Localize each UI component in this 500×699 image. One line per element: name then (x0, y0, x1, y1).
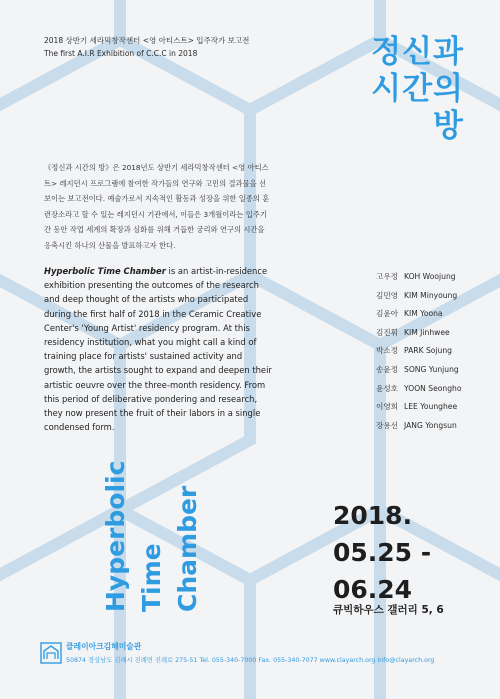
artist-name-ko: 고우정 (375, 272, 398, 281)
footer (40, 640, 470, 668)
date-line: 2018. (333, 501, 413, 530)
artist-name-ko: 이영희 (375, 402, 398, 412)
artist-name-en: JANG Yongsun (404, 420, 457, 430)
artist-name-ko: 김민영 (375, 290, 398, 300)
artist-name-en: KIM Yoona (404, 309, 443, 319)
korean-introduction: 《정신과 시간의 방》은 2018년도 상반기 세라믹창작센터 <영 아티스트> 레지던시 프로그램에 참여한 작가들의 연구와 고민의 결과물을 선보이는 보고전이다. 예술가로서 지속적인 활동과 성장을 위한 일종의 훈련장소라고 할 수 있는 레지던시 기관에서, 이들은 3개월이라는 입주기간 동안 작업 세계의 확장과 심화를 위해 거듭한 궁리와 연구의 시간을 응축시킨 하나의 산물을 발표하고자 한다. (44, 163, 270, 250)
artist-name-en: KOH Woojung (404, 272, 456, 281)
artist-name-en: LEE Younghee (404, 402, 458, 412)
artist-name-ko: 김윤아 (375, 309, 398, 319)
artist-row (368, 305, 462, 324)
artist-row (368, 268, 462, 287)
korean-title-line: 정신과 (371, 34, 464, 70)
artist-list (368, 268, 462, 435)
artist-name-en: KIM Jinhwee (404, 327, 450, 337)
korean-title-line: 시간의 (371, 71, 464, 107)
english-introduction (44, 264, 276, 434)
artist-row (368, 380, 462, 399)
artist-name-ko: 윤성호 (375, 383, 398, 393)
artist-name-ko: 송윤정 (375, 364, 398, 374)
artist-name-en: YOON Seongho (404, 383, 462, 393)
english-title-inline: Hyperbolic Time Chamber (44, 266, 166, 276)
korean-title (324, 34, 464, 145)
artist-name-en: SONG Yunjung (404, 364, 459, 374)
artist-row (368, 342, 462, 361)
english-title-line: Hyperbolic (101, 460, 130, 612)
artist-name-ko: 장용선 (375, 420, 398, 430)
korean-title-line: 방 (433, 108, 464, 144)
english-title-vertical (98, 461, 206, 612)
artist-name-en: PARK Sojung (404, 346, 452, 356)
artist-row (368, 287, 462, 306)
museum-logo-icon (40, 642, 62, 664)
english-title-line: Time (137, 543, 166, 612)
organization-name: 클레이아크김해미술관 (66, 642, 142, 651)
artist-row (368, 417, 462, 436)
artist-row (368, 361, 462, 380)
artist-row (368, 398, 462, 417)
date-line: 05.25 - (333, 538, 432, 567)
exhibition-dates (333, 497, 431, 608)
english-title-line: Chamber (173, 485, 202, 612)
artist-row (368, 324, 462, 343)
english-introduction-body: is an artist-in-residence exhibition presenting the outcomes of the research and deep thought of the artists who participated during the first half of 2018 in the Ceramic Creative Center's 'Young Artist' residency program. At this residency institution, what you might call a kind of training place for artists' sustained activity and growth, the artists sought to expand and deepen their artistic oeuvre over the three-month residency. From this period of deliberative pondering and research, they now present the fruit of their labors in a single condensed form. (44, 266, 272, 433)
venue: 큐빅하우스 갤러리 5, 6 (333, 604, 444, 616)
contact-address: 50874 경상남도 김해시 진례면 진례로 275-51 Tel. 055-340-7000 Fax. 055-340-7077 www.clayarch.org info@clayarch.org (66, 657, 435, 664)
header-korean: 2018 상반기 세라믹창작센터 <영 아티스트> 입주작가 보고전 (44, 36, 250, 45)
artist-name-ko: 김진휘 (375, 327, 398, 337)
exhibition-header (44, 34, 249, 60)
artist-name-ko: 박소정 (375, 346, 398, 356)
date-line: 06.24 (333, 575, 413, 604)
artist-name-en: KIM Minyoung (404, 290, 458, 300)
header-english: The first A.I.R Exhibition of C.C.C in 2018 (44, 49, 198, 58)
